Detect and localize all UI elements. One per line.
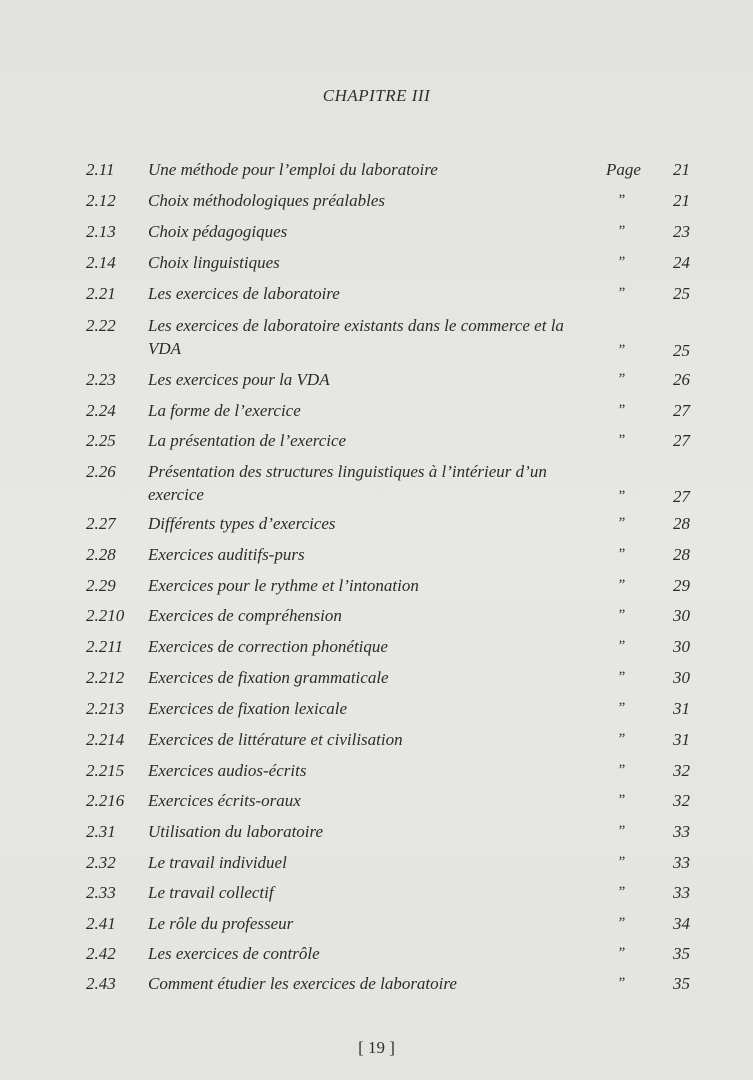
toc-section-number: 2.13 <box>86 222 116 241</box>
toc-page-number: 27 <box>673 487 690 506</box>
toc-page-number: 27 <box>673 401 690 420</box>
toc-ditto-mark: ” <box>617 823 626 839</box>
toc-section-title: Exercices auditifs-purs <box>148 545 305 564</box>
toc-page-number: 26 <box>673 370 690 389</box>
toc-section-number: 2.31 <box>86 822 116 841</box>
toc-page-number: 24 <box>673 253 690 272</box>
toc-section-number: 2.21 <box>86 284 116 303</box>
toc-section-title: Présentation des structures linguistiques à l’intérieur d’un exercice <box>148 462 547 504</box>
toc-page-number: 23 <box>673 222 690 241</box>
toc-page-number: 32 <box>673 761 690 780</box>
toc-section-title: Exercices de fixation lexicale <box>148 699 348 718</box>
toc-page-number: 33 <box>673 822 690 841</box>
toc-page-number: 28 <box>673 545 690 564</box>
toc-section-number: 2.211 <box>86 637 123 656</box>
toc-section-number: 2.215 <box>86 761 125 780</box>
toc-section-number: 2.43 <box>86 974 116 993</box>
toc-page-number: 27 <box>673 431 690 450</box>
toc-page-number: 28 <box>673 514 690 533</box>
toc-section-title: Les exercices de laboratoire existants dans le commerce et la VDA <box>148 316 564 358</box>
toc-section-number: 2.32 <box>86 853 116 872</box>
toc-page-number: 31 <box>673 699 690 718</box>
toc-page-number: 29 <box>673 576 690 595</box>
toc-section-title: Une méthode pour l’emploi du laboratoire <box>148 160 438 179</box>
toc-section-title: Utilisation du laboratoire <box>148 822 324 841</box>
toc-section-number: 2.212 <box>86 668 125 687</box>
toc-section-number: 2.22 <box>86 316 116 335</box>
toc-page-number: 30 <box>673 606 690 625</box>
toc-page-number: 30 <box>673 637 690 656</box>
toc-ditto-mark: ” <box>617 285 626 301</box>
toc-section-title: Le rôle du professeur <box>148 914 294 933</box>
toc-ditto-mark: ” <box>617 792 626 808</box>
toc-ditto-mark: ” <box>617 342 626 358</box>
toc-ditto-mark: ” <box>617 546 626 562</box>
toc-section-title: Exercices écrits-oraux <box>148 791 301 810</box>
toc-section-number: 2.214 <box>86 730 125 749</box>
toc-ditto-mark: ” <box>617 371 626 387</box>
toc-ditto-mark: ” <box>617 254 626 270</box>
toc-section-title: Le travail collectif <box>148 883 274 902</box>
toc-section-number: 2.27 <box>86 514 116 533</box>
toc-section-number: 2.41 <box>86 914 116 933</box>
toc-ditto-mark: ” <box>617 762 626 778</box>
toc-ditto-mark: ” <box>617 669 626 685</box>
toc-section-title: Les exercices de laboratoire <box>148 284 340 303</box>
toc-section-title: Comment étudier les exercices de laboratoire <box>148 974 457 993</box>
toc-ditto-mark: ” <box>617 945 626 961</box>
toc-page-label: Page <box>606 160 641 179</box>
toc-section-number: 2.42 <box>86 944 116 963</box>
toc-section-title: Le travail individuel <box>148 853 287 872</box>
toc-section-title: Différents types d’exercices <box>148 514 336 533</box>
toc-section-number: 2.210 <box>86 606 125 625</box>
toc-section-number: 2.213 <box>86 699 125 718</box>
page-folio: [ 19 ] <box>358 1038 395 1057</box>
toc-section-title: La présentation de l’exercice <box>148 431 347 450</box>
toc-section-title: Choix pédagogiques <box>148 222 288 241</box>
toc-section-number: 2.28 <box>86 545 116 564</box>
toc-ditto-mark: ” <box>617 577 626 593</box>
toc-ditto-mark: ” <box>617 975 626 991</box>
toc-page-number: 25 <box>673 341 690 360</box>
toc-page-number: 33 <box>673 853 690 872</box>
toc-page-number: 21 <box>673 191 690 210</box>
toc-ditto-mark: ” <box>617 192 626 208</box>
toc-section-number: 2.24 <box>86 401 116 420</box>
toc-section-title: Exercices de compréhension <box>148 606 342 625</box>
toc-page-number: 35 <box>673 944 690 963</box>
toc-page-number: 32 <box>673 791 690 810</box>
toc-section-number: 2.33 <box>86 883 116 902</box>
toc-ditto-mark: ” <box>617 607 626 623</box>
toc-section-number: 2.216 <box>86 791 125 810</box>
toc-section-title: Exercices de littérature et civilisation <box>148 730 403 749</box>
toc-page-number: 30 <box>673 668 690 687</box>
toc-section-number: 2.29 <box>86 576 116 595</box>
toc-ditto-mark: ” <box>617 402 626 418</box>
toc-section-number: 2.12 <box>86 191 116 210</box>
toc-ditto-mark: ” <box>617 884 626 900</box>
toc-section-title: Les exercices de contrôle <box>148 944 320 963</box>
toc-section-title: Choix linguistiques <box>148 253 280 272</box>
toc-page-number: 21 <box>673 160 690 179</box>
toc-section-title: Exercices de correction phonétique <box>148 637 388 656</box>
toc-section-title: La forme de l’exercice <box>148 401 301 420</box>
toc-section-number: 2.23 <box>86 370 116 389</box>
toc-ditto-mark: ” <box>617 515 626 531</box>
toc-ditto-mark: ” <box>617 638 626 654</box>
toc-section-number: 2.26 <box>86 462 116 481</box>
toc-section-title: Exercices de fixation grammaticale <box>148 668 389 687</box>
chapter-title: CHAPITRE III <box>322 86 431 105</box>
toc-page-number: 31 <box>673 730 690 749</box>
toc-section-title: Les exercices pour la VDA <box>148 370 330 389</box>
toc-section-number: 2.25 <box>86 431 116 450</box>
toc-ditto-mark: ” <box>617 915 626 931</box>
toc-page-number: 25 <box>673 284 690 303</box>
toc-section-number: 2.11 <box>86 160 115 179</box>
toc-page-number: 33 <box>673 883 690 902</box>
toc-section-title: Exercices audios-écrits <box>148 761 307 780</box>
toc-section-number: 2.14 <box>86 253 116 272</box>
toc-ditto-mark: ” <box>617 700 626 716</box>
toc-section-title: Choix méthodologiques préalables <box>148 191 386 210</box>
toc-page-number: 34 <box>673 914 690 933</box>
toc-ditto-mark: ” <box>617 731 626 747</box>
toc-ditto-mark: ” <box>617 223 626 239</box>
toc-ditto-mark: ” <box>617 854 626 870</box>
toc-section-title: Exercices pour le rythme et l’intonation <box>148 576 419 595</box>
toc-ditto-mark: ” <box>617 432 626 448</box>
toc-ditto-mark: ” <box>617 488 626 504</box>
toc-page-number: 35 <box>673 974 690 993</box>
